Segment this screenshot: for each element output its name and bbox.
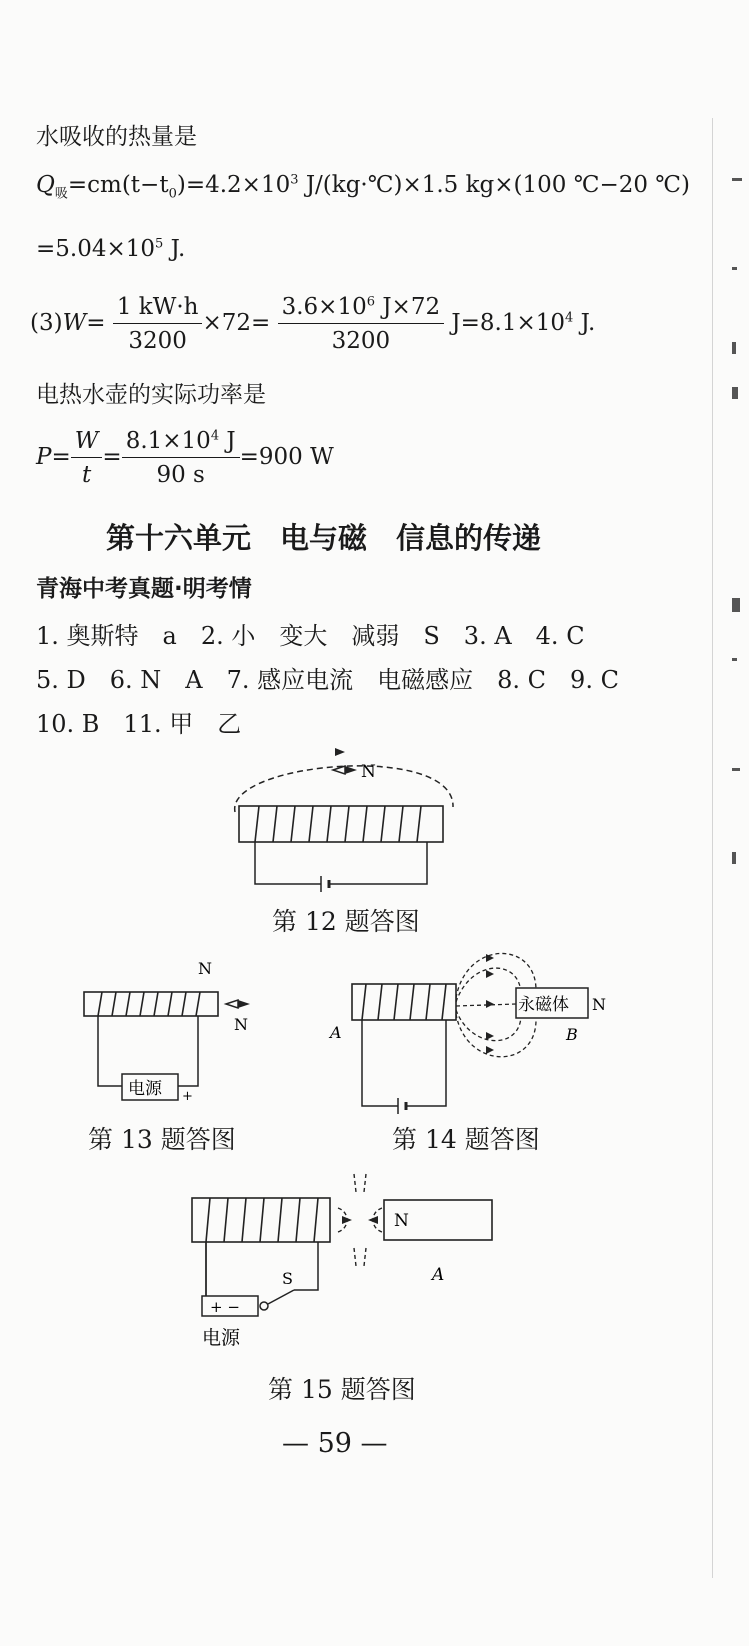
fig14-a-label: A <box>330 1023 342 1042</box>
fig13-n-top-label: N <box>198 959 212 978</box>
answer-suffix: J. <box>573 310 596 336</box>
fig14-solenoid-diagram <box>326 940 626 1120</box>
fraction-numerator <box>122 428 240 458</box>
fig14-n-label: N <box>592 995 606 1014</box>
fraction-denominator: t <box>81 462 92 488</box>
fraction <box>278 294 444 354</box>
answer-prefix: J=8.1×10 <box>451 310 566 336</box>
next-page-edge-mark <box>732 267 737 270</box>
next-page-edge-mark <box>732 598 740 612</box>
equals: = <box>51 444 71 470</box>
heat-result <box>36 236 185 262</box>
compass-needle-icon <box>226 1000 250 1008</box>
formula-part: )=4.2×10 <box>176 172 291 198</box>
next-page-edge-mark <box>732 342 736 354</box>
exponent: 4 <box>210 428 220 444</box>
power-answer: =900 W <box>239 444 334 470</box>
fraction <box>71 428 103 488</box>
heat-formula <box>36 172 690 202</box>
section-title: 青海中考真题·明考情 <box>36 576 252 602</box>
fig15-n-label: N <box>394 1211 409 1231</box>
result-prefix: =5.04×10 <box>36 236 156 262</box>
fig15-switch-label: S <box>282 1269 293 1288</box>
equals: = <box>102 444 122 470</box>
answer-line-2: 5. D 6. N A 7. 感应电流 电磁感应 8. C 9. C <box>36 666 619 694</box>
fig12-solenoid-diagram <box>225 742 465 902</box>
fraction <box>113 294 203 354</box>
power-formula <box>36 428 334 488</box>
exponent: 6 <box>366 294 376 310</box>
next-page-edge-mark <box>732 658 737 661</box>
page-number: — 59 — <box>282 1428 388 1459</box>
numerator-suffix: J <box>219 428 236 454</box>
fraction-denominator: 90 s <box>156 462 205 488</box>
fraction-numerator: W <box>71 428 103 458</box>
next-page-edge-mark <box>732 852 736 864</box>
fig15-caption: 第 15 题答图 <box>268 1375 416 1404</box>
fig15-a-label: A <box>432 1265 445 1285</box>
formula-part: J/(kg·℃)×1.5 kg×(100 ℃−20 ℃) <box>298 172 690 198</box>
heat-intro-text: 水吸收的热量是 <box>36 124 197 150</box>
t0-subscript: 0 <box>168 186 177 202</box>
fig14-b-label: B <box>566 1025 578 1044</box>
compass-needle-icon <box>333 766 357 774</box>
fraction-denominator: 3200 <box>128 328 187 354</box>
w-symbol: W <box>62 310 87 336</box>
next-page-edge-mark <box>732 768 740 771</box>
fig13-caption: 第 13 题答图 <box>88 1125 236 1154</box>
equals: = <box>86 310 106 336</box>
page-fold-line <box>712 118 713 1578</box>
q-subscript: 吸 <box>54 186 68 202</box>
fig15-power-label: 电源 <box>202 1327 241 1349</box>
fraction-numerator <box>278 294 444 324</box>
fig14-magnet-label: 永磁体 <box>518 995 569 1015</box>
exponent: 4 <box>565 310 574 326</box>
part-label: (3) <box>30 310 63 336</box>
fig13-plus-label: + <box>182 1089 193 1104</box>
fig13-solenoid-diagram <box>80 952 280 1120</box>
unit-title: 第十六单元 电与磁 信息的传递 <box>106 521 542 555</box>
fig12-caption: 第 12 题答图 <box>272 907 420 936</box>
power-intro-text: 电热水壶的实际功率是 <box>36 382 266 408</box>
fig15-solenoid-diagram <box>188 1172 508 1364</box>
switch-contact-icon <box>260 1302 268 1310</box>
work-formula <box>30 294 595 354</box>
numerator-prefix: 3.6×10 <box>281 294 367 320</box>
exponent: 5 <box>155 236 164 252</box>
fig12-n-label: N <box>361 762 376 782</box>
fig13-power-label: 电源 <box>128 1079 162 1099</box>
formula-part: =cm(t−t <box>67 172 169 198</box>
numerator-prefix: 8.1×10 <box>125 428 211 454</box>
next-page-edge-mark <box>732 387 738 399</box>
next-page-edge-mark <box>732 178 742 181</box>
result-suffix: J. <box>163 236 186 262</box>
times-text: ×72= <box>202 310 271 336</box>
fig13-n-compass-label: N <box>234 1015 248 1034</box>
fig15-battery-label: + − <box>210 1298 240 1316</box>
q-symbol: Q <box>36 172 55 198</box>
fraction <box>122 428 240 488</box>
p-symbol: P <box>36 444 52 470</box>
answer-line-1: 1. 奥斯特 a 2. 小 变大 减弱 S 3. A 4. C <box>36 622 585 650</box>
fraction-denominator: 3200 <box>331 328 391 354</box>
fraction-numerator: 1 kW·h <box>113 294 203 324</box>
answer-line-3: 10. B 11. 甲 乙 <box>36 710 242 738</box>
numerator-suffix: J×72 <box>375 294 441 320</box>
exponent: 3 <box>290 172 299 188</box>
fig14-caption: 第 14 题答图 <box>392 1125 540 1154</box>
